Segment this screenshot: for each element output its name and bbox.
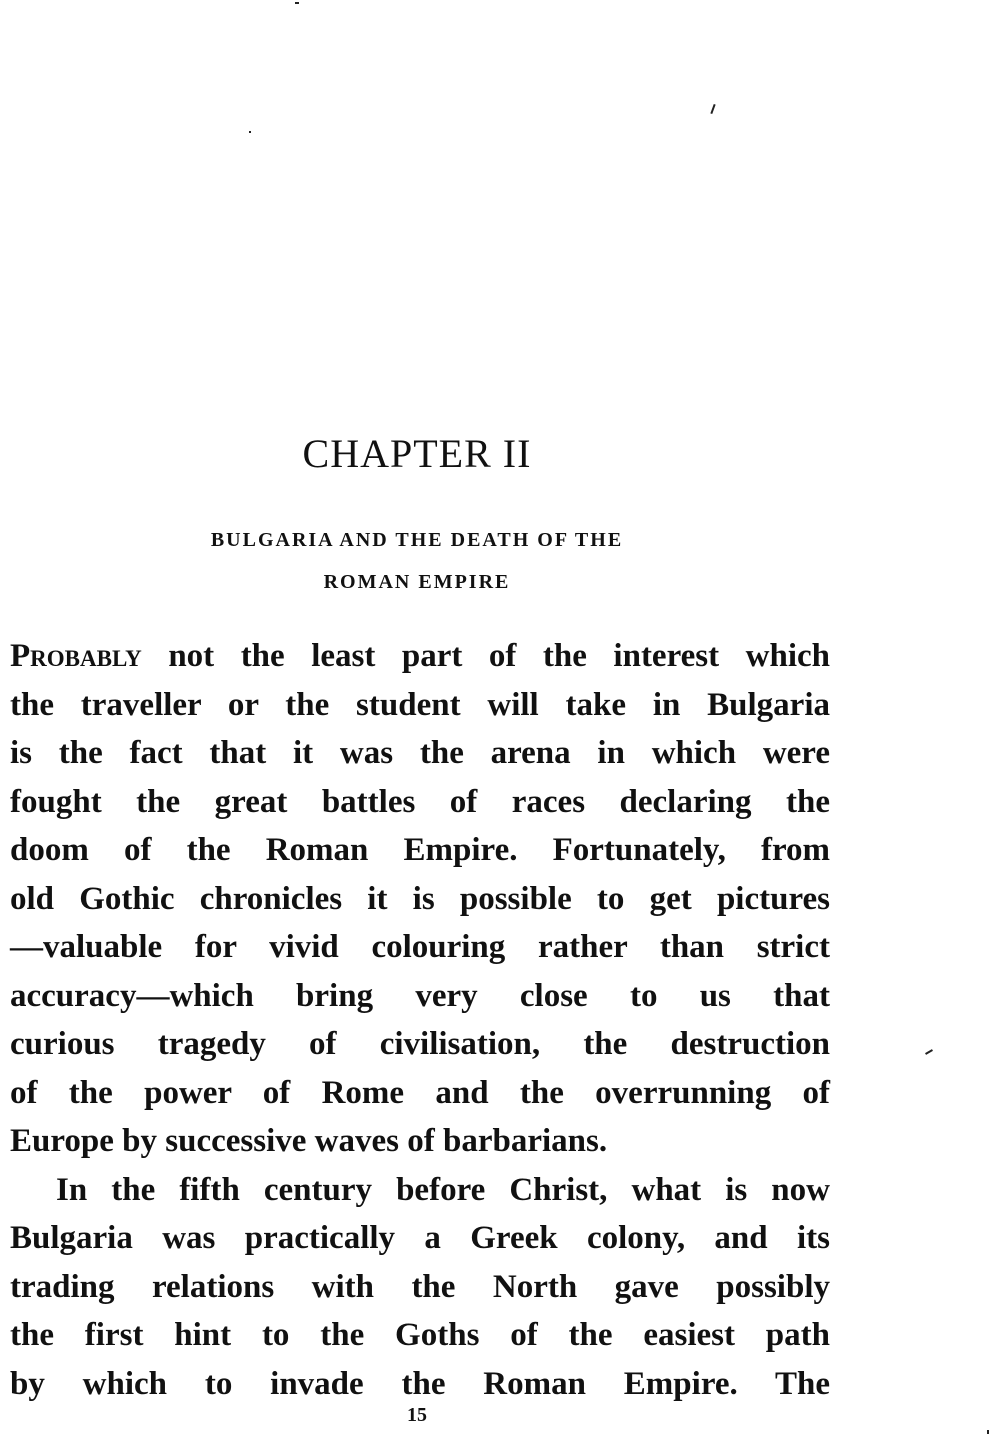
text-line: the traveller or the student will take in Bulgaria — [10, 686, 830, 723]
text-line: accuracy—which bring very close to us that — [10, 977, 830, 1014]
chapter-subtitle-line: ROMAN EMPIRE — [323, 571, 511, 593]
lead-word: Probably — [10, 638, 142, 674]
print-speck — [987, 1430, 989, 1434]
text-line: is the fact that it was the arena in which were — [10, 735, 830, 771]
page-number: 15 — [407, 1404, 427, 1426]
text-line-rest: not the least part of the interest which — [141, 638, 830, 674]
paragraph — [10, 632, 830, 1166]
print-speck — [295, 2, 299, 4]
text-line: doom of the Roman Empire. Fortunately, from — [10, 832, 830, 868]
text-line: trading relations with the North gave possibly — [10, 1268, 830, 1305]
body-text — [10, 632, 830, 1408]
print-speck — [249, 131, 251, 133]
print-speck — [710, 104, 715, 114]
text-line: by which to invade the Roman Empire. The — [10, 1365, 830, 1402]
text-line: fought the great battles of races declaring the — [10, 783, 830, 820]
text-line: Bulgaria was practically a Greek colony, and its — [10, 1220, 830, 1256]
print-speck — [925, 1049, 933, 1055]
text-line: of the power of Rome and the overrunning of — [10, 1074, 830, 1111]
text-line: curious tragedy of civilisation, the destruction — [10, 1026, 830, 1062]
text-line: Europe by successive waves of barbarians. — [10, 1123, 608, 1159]
paragraph — [10, 1166, 830, 1409]
text-line: In the fifth century before Christ, what is now — [56, 1171, 830, 1208]
text-line: old Gothic chronicles it is possible to get pictures — [10, 880, 830, 917]
chapter-heading: CHAPTER II — [302, 431, 532, 476]
chapter-subtitle — [0, 519, 834, 603]
text-line: the first hint to the Goths of the easiest path — [10, 1317, 830, 1353]
text-line — [10, 632, 830, 681]
text-line: —valuable for vivid colouring rather than strict — [10, 929, 830, 965]
chapter-subtitle-line: BULGARIA AND THE DEATH OF THE — [210, 529, 624, 551]
